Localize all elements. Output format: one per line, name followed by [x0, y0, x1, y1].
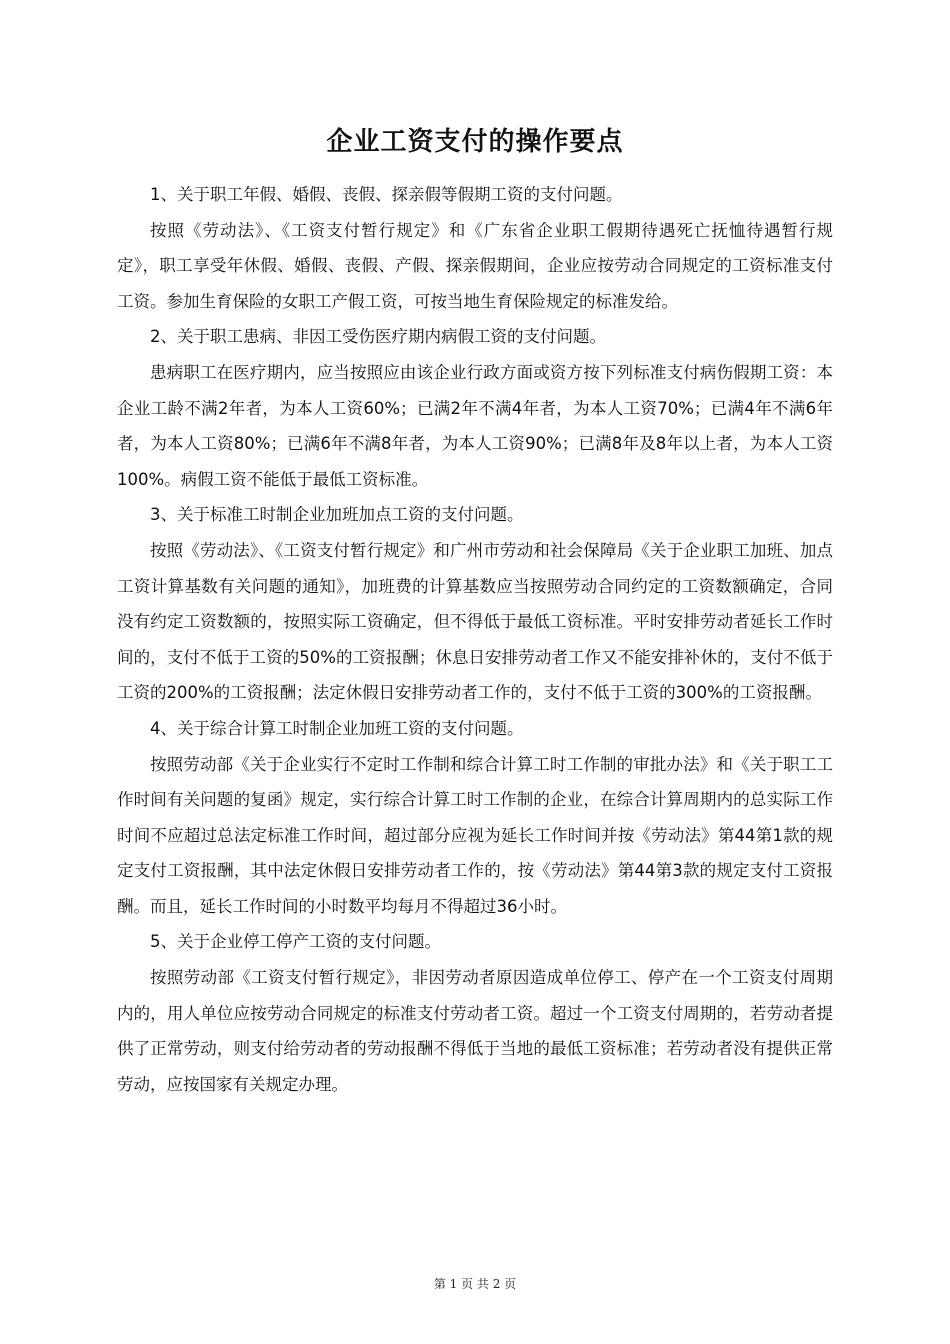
section-heading-5: 5、关于企业停工停产工资的支付问题。: [150, 932, 441, 952]
section-heading-1: 1、关于职工年假、婚假、丧假、探亲假等假期工资的支付问题。: [150, 185, 623, 204]
section-paragraph-3: 按照《劳动法》、《工资支付暂行规定》和广州市劳动和社会保障局《关于企业职工加班、加点工资计算基数有关问题的通知》，加班费的计算基数应当按照劳动合同约定的工资数额确定，合同没有约定工资数额的，按照实际工资确定，但不得低于最低工资标准。平时安排劳动者延长工作时间的，支付不低于工资的50%的工资报酬；休息日安排劳动者工作又不能安排补休的，支付不低于工资的200%的工资报酬；法定休假日安排劳动者工作的，支付不低于工资的300%的工资报酬。: [117, 540, 833, 703]
page-number-footer: 第 1 页 共 2 页: [433, 1277, 517, 1291]
section-heading-2: 2、关于职工患病、非因工受伤医疗期内病假工资的支付问题。: [150, 327, 606, 347]
document-title: 企业工资支付的操作要点: [326, 127, 624, 158]
section-paragraph-5: 按照劳动部《工资支付暂行规定》，非因劳动者原因造成单位停工、停产在一个工资支付周期内的，用人单位应按劳动合同规定的标准支付劳动者工资。超过一个工资支付周期的，若劳动者提供了正常劳动，则支付给劳动者的劳动报酬不得低于当地的最低工资标准；若劳动者没有提供正常劳动，应按国家有关规定办理。: [117, 968, 833, 1094]
section-heading-3: 3、关于标准工时制企业加班加点工资的支付问题。: [150, 505, 524, 525]
section-paragraph-1: 按照《劳动法》、《工资支付暂行规定》和《广东省企业职工假期待遇死亡抚恤待遇暂行规定》，职工享受年休假、婚假、丧假、产假、探亲假期间，企业应按劳动合同规定的工资标准支付工资。参加生育保险的女职工产假工资，可按当地生育保险规定的标准发给。: [117, 220, 833, 311]
document-body: [117, 177, 833, 1102]
section-heading-4: 4、关于综合计算工时制企业加班工资的支付问题。: [150, 718, 524, 738]
section-paragraph-2: 患病职工在医疗期内，应当按照应由该企业行政方面或资方按下列标准支付病伤假期工资：本企业工龄不满2年者，为本人工资60%；已满2年不满4年者，为本人工资70%；已满4年不满6年者，为本人工资80%；已满6年不满8年者，为本人工资90%；已满8年及8年以上者，为本人工资100%。病假工资不能低于最低工资标准。: [117, 362, 833, 489]
section-paragraph-4: 按照劳动部《关于企业实行不定时工作制和综合计算工时工作制的审批办法》和《关于职工工作时间有关问题的复函》规定，实行综合计算工时工作制的企业，在综合计算周期内的总实际工作时间不应超过总法定标准工作时间，超过部分应视为延长工作时间并按《劳动法》第44第1款的规定支付工资报酬，其中法定休假日安排劳动者工作的，按《劳动法》第44第3款的规定支付工资报酬。而且，延长工作时间的小时数平均每月不得超过36小时。: [117, 754, 833, 916]
